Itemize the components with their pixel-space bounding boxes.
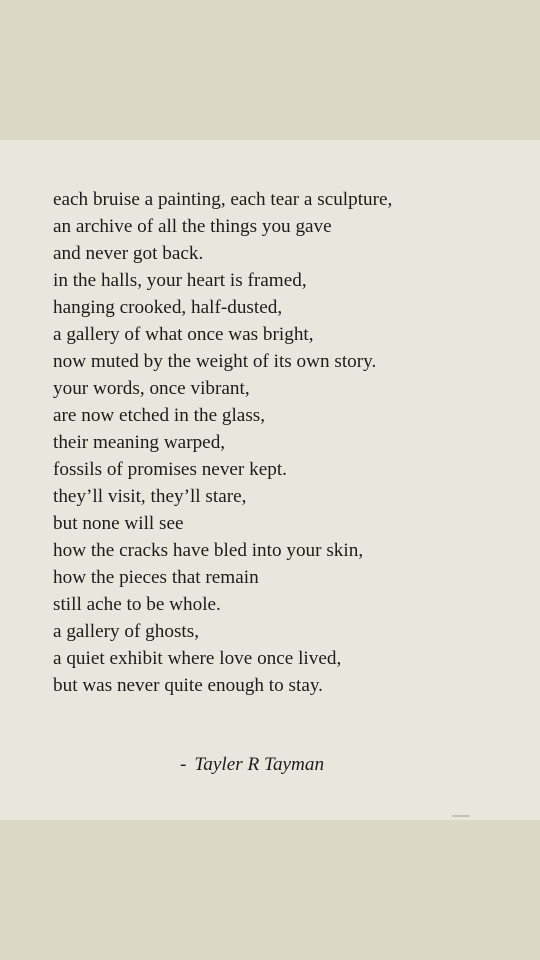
poem-line: and never got back.: [53, 243, 204, 264]
poem-line: a gallery of what once was bright,: [53, 324, 314, 345]
poem-text: [53, 186, 523, 699]
poem-line: an archive of all the things you gave: [53, 216, 332, 237]
poem-line: your words, once vibrant,: [53, 378, 250, 399]
signature-dash: -: [180, 754, 187, 775]
paper-smudge: [452, 815, 470, 817]
poem-line: but was never quite enough to stay.: [53, 675, 323, 696]
poem-line: a gallery of ghosts,: [53, 621, 200, 642]
poem-line: still ache to be whole.: [53, 594, 221, 615]
poem-line: but none will see: [53, 513, 184, 534]
poem-signature: [180, 751, 324, 778]
poem-line: a quiet exhibit where love once lived,: [53, 648, 342, 669]
poem-line: each bruise a painting, each tear a sculpture,: [53, 189, 393, 210]
poem-line: fossils of promises never kept.: [53, 459, 287, 480]
poem-line: they’ll visit, they’ll stare,: [53, 486, 247, 507]
poem-line: their meaning warped,: [53, 432, 226, 453]
poem-line: how the pieces that remain: [53, 567, 259, 588]
poem-line: now muted by the weight of its own story.: [53, 351, 377, 372]
poem-line: hanging crooked, half-dusted,: [53, 297, 283, 318]
poem-line: how the cracks have bled into your skin,: [53, 540, 364, 561]
poem-line: are now etched in the glass,: [53, 405, 266, 426]
author-name: Tayler R Tayman: [194, 754, 325, 775]
poem-line: in the halls, your heart is framed,: [53, 270, 307, 291]
